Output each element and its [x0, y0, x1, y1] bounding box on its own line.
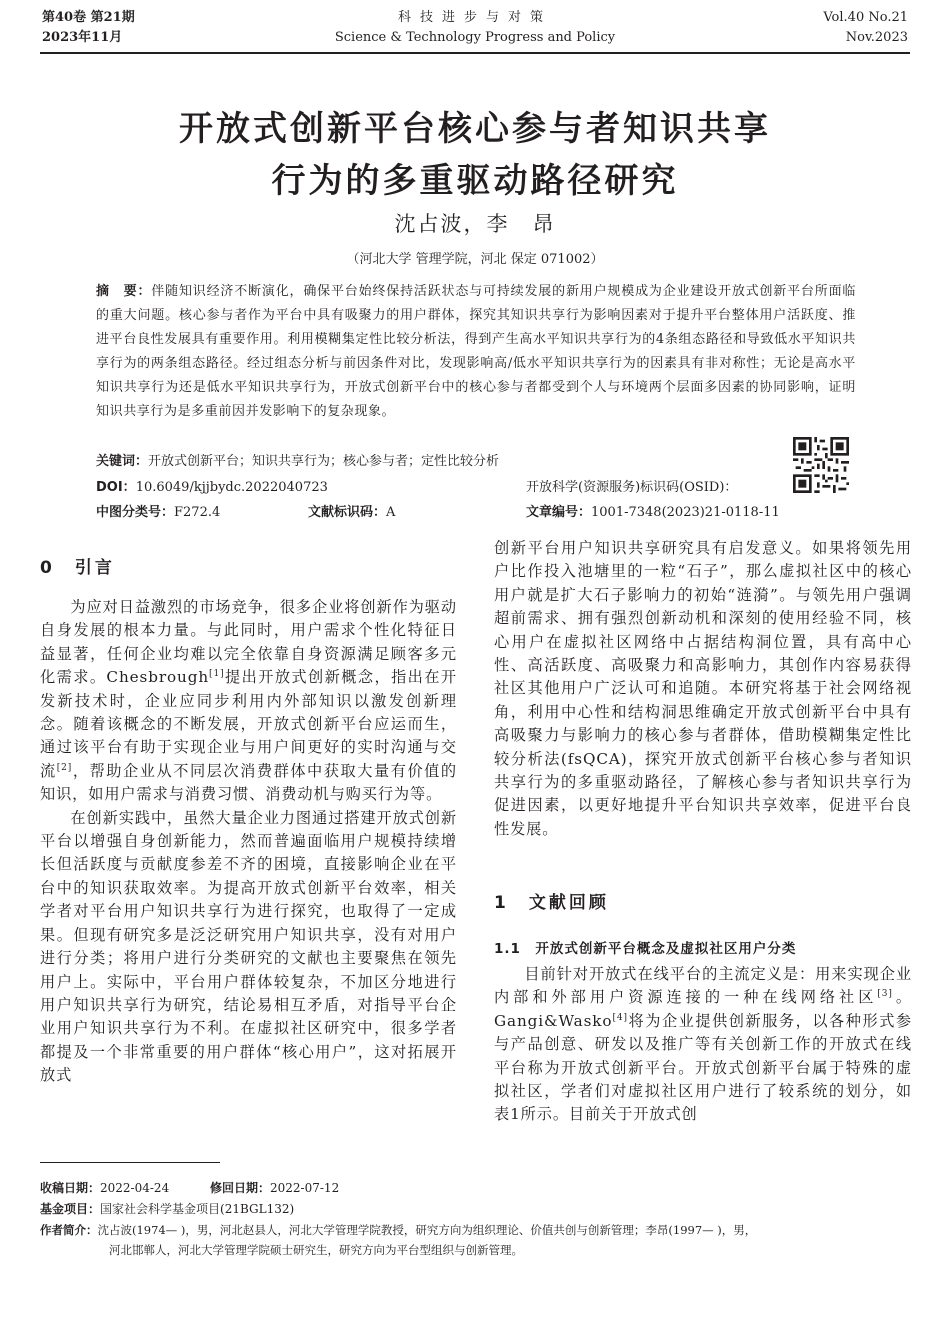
abstract-label: 摘 要：	[96, 284, 152, 299]
volume-issue-en: Vol.40 No.21	[823, 10, 908, 25]
section-1-title: 文献回顾	[528, 893, 609, 913]
right-column-lower	[494, 963, 912, 1127]
fund-text: 国家社会科学基金项目(21BGL132)	[100, 1202, 295, 1216]
doi-value: 10.6049/kjjbydc.2022040723	[135, 480, 328, 495]
journal-name-en: Science & Technology Progress and Policy	[334, 30, 616, 45]
article-no-label: 文章编号：	[526, 505, 592, 520]
footnote-divider	[40, 1162, 220, 1163]
doi-row	[96, 478, 856, 498]
osid-label: 开放科学(资源服务)标识码(OSID)：	[526, 480, 738, 495]
received-date: 2022-04-24	[100, 1181, 170, 1195]
right-column	[494, 537, 912, 841]
fund-label: 基金项目：	[40, 1202, 101, 1216]
issue-info-en	[823, 8, 908, 48]
bio-text-continued: 河北邯郸人，河北大学管理学院硕士研究生，研究方向为平台型组织与创新管理。	[109, 1243, 523, 1257]
issue-date: 2023年11月	[42, 30, 123, 45]
bio-label: 作者简介：	[40, 1223, 98, 1237]
subsection-1-1-heading	[494, 937, 796, 957]
section-0-number: 0	[40, 558, 55, 578]
citation-3: [3]	[877, 989, 893, 1000]
clc-value: F272.4	[174, 505, 221, 520]
subsection-1-1-title: 开放式创新平台概念及虚拟社区用户分类	[535, 941, 797, 957]
citation-4: [4]	[612, 1012, 628, 1023]
title-line-1: 开放式创新平台核心参与者知识共享	[179, 109, 771, 149]
doi-label: DOI：	[96, 480, 136, 495]
intro-paragraph-1: 为应对日益激烈的市场竞争，很多企业将创新作为驱动自身发展的根本力量。与此同时，用户需求个性化特征日益显著，任何企业均难以完全依靠自身资源满足顾客多元化需求。Chesbrough[1]提出开放式创新概念，指出在开发新技术时，企业应同步利用内外部知识以激发创新理念。随着该概念的不断发展，开放式创新平台应运而生，通过该平台有助于实现企业与用户间更好的实时沟通与交流[2]，帮助企业从不同层次消费群体中获取大量有价值的知识，如用户需求与消费习惯、消费动机与购买行为等。	[40, 598, 457, 804]
fund-footnote	[40, 1199, 910, 1219]
journal-name-cn: 科技进步与对策	[397, 10, 552, 25]
abstract	[96, 280, 856, 424]
paper-title	[0, 103, 950, 207]
intro-paragraph-2: 在创新实践中，虽然大量企业力图通过搭建开放式创新平台以增强自身创新能力，然而普遍面临用户规模持续增长但活跃度与贡献度参差不齐的困境，直接影响企业在平台中的知识获取效率。为提高开放式创新平台效率，相关学者对平台用户知识共享行为进行探究，也取得了一定成果。但现有研究多是泛泛研究用户知识共享，没有对用户进行分类；将用户进行分类研究的文献也主要聚焦在领先用户上。实际中，平台用户群体较复杂，不加区分地进行用户知识共享行为研究，结论易相互矛盾，对指导平台企业用户知识共享行为不利。在虚拟社区研究中，很多学者都提及一个非常重要的用户群体“核心用户”，这对拓展开放式	[40, 808, 457, 1085]
section-0-heading	[40, 553, 115, 578]
abstract-text: 伴随知识经济不断演化，确保平台始终保持活跃状态与可持续发展的新用户规模成为企业建设开放式创新平台所面临的重大问题。核心参与者作为平台中具有吸聚力的用户群体，探究其知识共享行为影响因素对于提升平台整体用户活跃度、推进平台良性发展具有重要作用。利用模糊集定性比较分析法，得到产生高水平知识共享行为的4条组态路径和导致低水平知识共享行为的两条组态路径。经过组态分析与前因条件对比，发现影响高/低水平知识共享行为的因素具有非对称性；无论是高水平知识共享行为还是低水平知识共享行为，开放式创新平台中的核心参与者都受到个人与环境两个层面多因素的协同影响，证明知识共享行为是多重前因并发影响下的复杂现象。	[96, 284, 856, 419]
bio-footnote	[40, 1220, 910, 1260]
left-column	[40, 596, 457, 1088]
intro-paragraph-3: 创新平台用户知识共享研究具有启发意义。如果将领先用户比作投入池塘里的一粒“石子”，那么虚拟社区中的核心用户就是扩大石子影响力的初始“涟漪”。与领先用户强调超前需求、拥有强烈创新动机和深刻的使用经验不同，核心用户在虚拟社区网络中占据结构洞位置，具有高中心性、高活跃度、高吸聚力和高影响力，其创作内容易获得社区其他用户广泛认可和追随。本研究将基于社会网络视角，利用中心性和结构洞思维确定开放式创新平台中具有高吸聚力与影响力的核心参与者群体，借助模糊集定性比较分析法(fsQCA)，探究开放式创新平台核心参与者知识共享行为的多重驱动路径，了解核心参与者知识共享行为促进因素，以更好地提升平台知识共享效率，促进平台良性发展。	[494, 539, 912, 838]
volume-issue: 第40卷 第21期	[42, 10, 135, 25]
keywords-label: 关键词：	[96, 454, 149, 469]
revised-date: 2022-07-12	[270, 1181, 340, 1195]
keywords	[96, 452, 776, 472]
dates-footnote	[40, 1178, 910, 1198]
classification-row	[96, 503, 856, 523]
doc-code-value: A	[386, 505, 396, 520]
received-label: 收稿日期：	[40, 1181, 101, 1195]
affiliation: （河北大学 管理学院，河北 保定 071002）	[346, 252, 604, 267]
section-1-heading	[494, 888, 609, 913]
bio-text: 沈占波(1974— )，男，河北赵县人，河北大学管理学院教授，研究方向为组织理论、价值共创与创新管理；李昂(1997— )，男，	[97, 1223, 757, 1237]
keywords-text: 开放式创新平台；知识共享行为；核心参与者；定性比较分析	[148, 454, 500, 469]
article-no-value: 1001-7348(2023)21-0118-11	[591, 505, 780, 520]
header-divider	[40, 52, 910, 54]
issue-date-en: Nov.2023	[845, 30, 908, 45]
journal-header	[42, 8, 908, 48]
subsection-1-1-number: 1.1	[494, 941, 521, 957]
citation-2: [2]	[56, 762, 73, 773]
title-line-2: 行为的多重驱动路径研究	[271, 161, 679, 201]
section-0-title: 引言	[74, 558, 115, 578]
journal-name	[42, 8, 908, 48]
doc-code-label: 文献标识码：	[308, 505, 387, 520]
review-paragraph-1: 目前针对开放式在线平台的主流定义是：用来实现企业内部和外部用户资源连接的一种在线网络社区[3]。Gangi&Wasko[4]将为企业提供创新服务，以各种形式参与产品创意、研发以及推广等有关创新工作的开放式在线平台称为开放式创新平台。开放式创新平台属于特殊的虚拟社区，学者们对虚拟社区用户进行了较系统的划分，如表1所示。目前关于开放式创	[494, 965, 912, 1124]
authors: 沈占波，李 昂	[394, 212, 556, 236]
clc-label: 中图分类号：	[96, 505, 175, 520]
revised-label: 修回日期：	[210, 1181, 271, 1195]
section-1-number: 1	[494, 893, 509, 913]
citation-1: [1]	[209, 669, 225, 680]
